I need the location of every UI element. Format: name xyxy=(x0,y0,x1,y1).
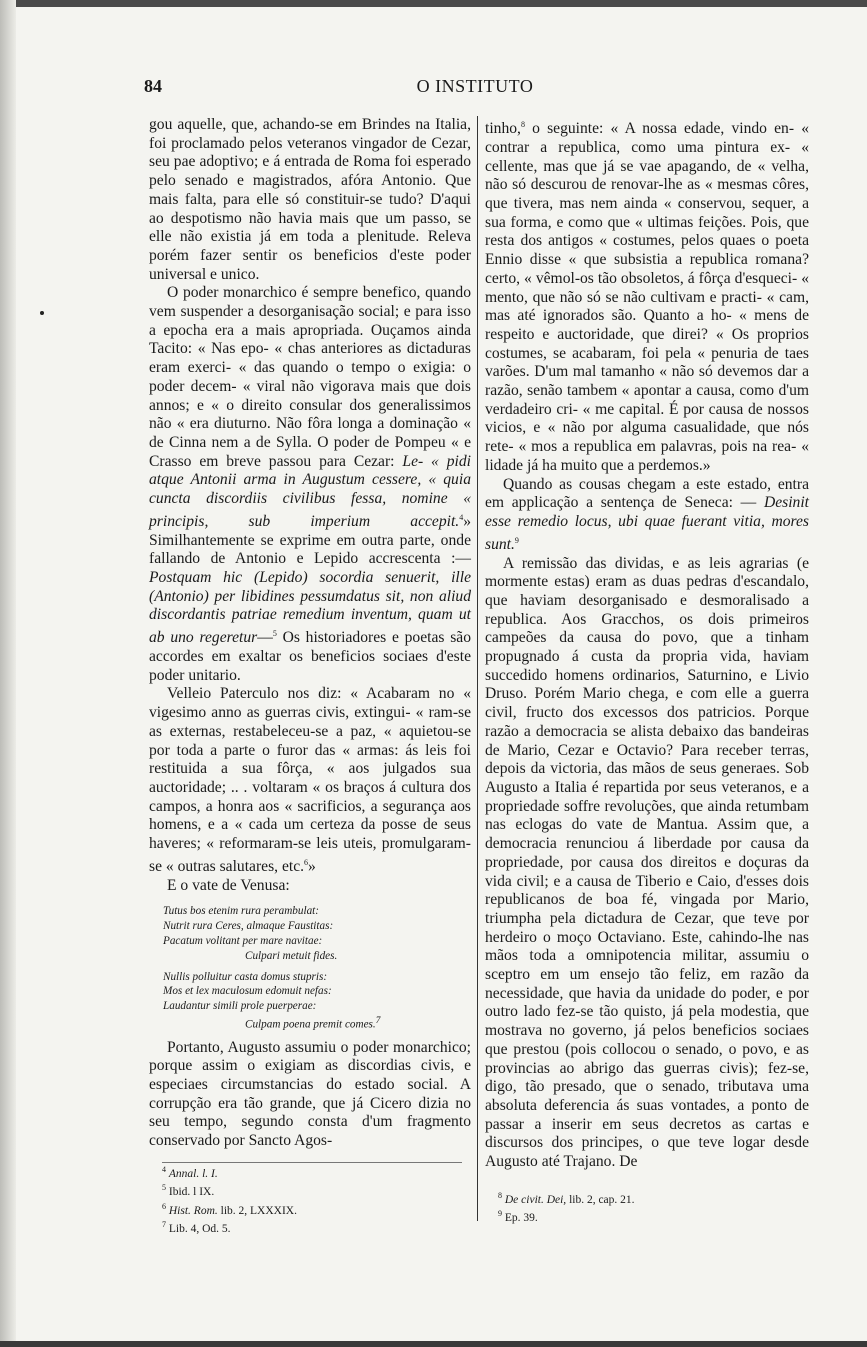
footnote-number: 5 xyxy=(162,1183,166,1193)
page-number: 84 xyxy=(144,76,162,96)
latin-quote: Desinit esse remedio locus, ubi quae fuerant vitia, mores sunt. xyxy=(485,494,809,553)
footnote xyxy=(498,1207,798,1225)
paragraph: E o vate de Venusa: xyxy=(167,876,290,894)
footnote-text: Annal. l. I. xyxy=(168,1167,218,1180)
running-title: O INSTITUTO xyxy=(416,76,534,96)
page-edge-bottom xyxy=(0,1341,867,1347)
poem-stanza xyxy=(163,970,471,1033)
poem-line: Mos et lex maculosum edomuit nefas: xyxy=(163,985,332,998)
footnote-number: 9 xyxy=(498,1209,502,1219)
footnote-ref: 7 xyxy=(375,1015,381,1026)
poem-line: Pacatum volitant per mare navitae: xyxy=(163,934,323,947)
paragraph: gou aquelle, que, achando-se em Brindes na Italia, foi proclamado pelos veteranos vingador de Cezar, seu pae adoptivo; e á entrada de Roma foi esperado pelo senado e magistrados, afóra Antonio. Que mais falta, para elle só constituir-se tudo? D'aqui ao despotismo não havia mais que um passo, se elle não existia já em toda a plenitude. Releva porém fazer sentir os beneficios d'este poder universal e unico. xyxy=(149,116,471,283)
poem-line: Tutus bos etenim rura perambulat: xyxy=(163,905,320,918)
poem-line: Laudantur simili prole puerperae: xyxy=(163,1000,317,1013)
poem-line: Nullis polluitur casta domus stupris: xyxy=(163,970,328,983)
footnote-text: lib. 2, cap. 21. xyxy=(566,1193,635,1206)
poem-line: Nutrit rura Ceres, almaque Faustitas: xyxy=(163,920,334,933)
text-run: o seguinte: « A nossa edade, vindo en- « contrar a republica, como uma pintura ex- « cellente, mas que já se vae apagando, de « velha, não só descurou de renovar-lhe as « mesmas côres, que tivera, mas nem ainda « conservou, sequer, a sua forma, e como que « ultimas feições. Pois, que resta dos antigos « costumes, pelos quaes o poeta Ennio disse « que subsistia a republica romana? certo, « vêmol-os tão obsoletos, á fôrça d'esqueci- « mento, que não só se não cultivam e practi- « cam, mas até ignorados são. Quanto a ho- « mens de respeito e auctoridade, que direi? « Os proprios costumes, se acabaram, foi pela « penuria de taes varões. D'um mal tamanho « não só devemos dar a razão, senão tambem « apontar a causa, como d'um verdadeiro cri- « me capital. É por causa de nossos vicios, e « não por alguma casualidade, que nós rete- « mos a republica em palavras, pois na rea- « lidade já ha muito que a perdemos.» xyxy=(485,120,809,474)
footnote-title: De civit. Dei, xyxy=(504,1193,567,1206)
poem-line-text: Culpam poena premit comes. xyxy=(245,1018,376,1031)
footnote-ref: 8 xyxy=(520,120,525,129)
footnote-number: 7 xyxy=(162,1220,166,1230)
footnote xyxy=(162,1200,462,1218)
poem-stanza xyxy=(163,904,471,963)
latin-poem xyxy=(163,904,471,1032)
poem-line: Culpari metuit fides. xyxy=(245,949,338,962)
footnote-number: 8 xyxy=(498,1191,502,1200)
latin-quote: Le- « pidi atque Antonii arma in Augustum cessere, « quia cuncta discordiis civilibus fessa, nomine « principis, sub imperium accepit. xyxy=(149,452,471,530)
text-run: O poder monarchico é sempre benefico, quando vem suspender a desorganisação social; e para isso a epocha era a mais apropriada. Ouçamos ainda Tacito: « Nas epo- « chas anteriores as dictaduras eram exerci- « das quando o tempo o exigia: o poder decem- « viral não vigorava mais que dois annos; e « o direito consular dos generalissimos não « era diuturno. Não fôra longa a dominação « de Cinna nem a de Sylla. O poder de Pompeu « e Crasso em breve passou para Cezar: xyxy=(149,284,471,470)
footnotes-right xyxy=(498,1189,798,1226)
footnote xyxy=(162,1218,462,1236)
page-edge-top xyxy=(0,0,867,7)
footnote-ref: 4 xyxy=(459,512,464,522)
footnote-text: Ep. 39. xyxy=(504,1212,538,1225)
poem-line xyxy=(163,1014,471,1033)
footnote xyxy=(498,1189,798,1207)
paragraph: A remissão das dividas, e as leis agrarias (e mormente estas) eram as duas pedras d'escandalo, que haviam desorganisado e desmoralisado a republica. Aos Gracchos, os dois primeiros campeões da causa do povo, que a tinham propugnado á custa da propria vida, haviam succedido homens ordinarios, Saturnino, e Livio Druso. Porém Mario chega, e com elle a guerra civil, fructo dos excessos dos patricios. Porque razão a democracia se alista debaixo das bandeiras de Mario, Cezar e Octavio? Para receber terras, depois da victoria, das mãos de seus generaes. Sob Augusto a Italia é repartida por seus veteranos, e a propriedade soffre revoluções, que ainda retumbam nas eclogas do vate de Mantua. Assim que, a democracia renunciou á liberdade por causa da propriedade, por causa dos direitos e doçuras da vida civil; e a causa de Tiberio e Caio, d'esses dois republicanos de boa fé, vingada por Mario, triumpha pela dictadura de Cezar, que teve por herdeiro o moço Octaviano. Este, cahindo-lhe nas mãos toda a omnipotencia militar, assumiu o sceptro em um ensejo tão feliz, em razão da necessidade, que havia da unidade do poder, e por outro lado fez-se tão quisto, já pela modestia, que mostrava no governo, já pelos beneficios sociaes que prestou (pois collocou o senado, o povo, e as provincias ao abrigo das guerras civis); fez-se, digo, tão presado, que o senado, tributava uma absoluta deferencia ás suas vontades, a ponto de passar a inserir em seus decretos as cartas e discursos dos principes, o que teve logar desde Augusto até Trajano. De xyxy=(485,554,809,1171)
text-run: Os historiadores e poetas são accordes em exaltar os beneficios sociaes d'este poder unitario. xyxy=(149,629,471,684)
paragraph xyxy=(485,116,809,476)
paragraph xyxy=(149,685,471,876)
footnote-text: lib. 2, LXXXIX. xyxy=(217,1204,297,1217)
footnotes-left xyxy=(162,1162,462,1237)
ink-blot xyxy=(40,311,44,315)
text-run: Velleio Paterculo nos diz: « Acabaram no « vigesimo anno as guerras civis, extingui- « ram-se as externas, restabeleceu-se a paz, « aquietou-se por toda a parte o furor das « armas: ás leis foi restituida a sua fôrça, « aos julgados sua auctoridade; .. . voltaram « os braços á cultura dos campos, a honra aos « sacrificios, a segurança aos homens, e a « cada um certeza da posse de seus haveres; « reformaram-se leis uteis, promulgaram-se « outras salutares, etc. xyxy=(149,685,471,875)
text-run: » Similhantemente se exprime em outra parte, onde fallando de Antonio e Lepido accrescenta :— xyxy=(149,512,471,568)
footnote-number: 6 xyxy=(162,1201,166,1211)
footnote-title: Hist. Rom. xyxy=(168,1204,218,1217)
text-run: Quando as cousas chegam a este estado, entra em applicação a sentença de Seneca: — xyxy=(485,475,809,512)
page-header xyxy=(140,76,810,104)
paragraph: Portanto, Augusto assumiu o poder monarchico; porque assim o exigiam as discordias civis, e especiaes circumstancias do estado social. A corrupção era tão grande, que já Cicero dizia no seu tempo, segundo consta d'um fragmento conservado por Sancto Agos- xyxy=(149,1038,471,1150)
footnote-ref: 5 xyxy=(272,629,277,639)
left-column xyxy=(149,116,471,1151)
footnote-number: 4 xyxy=(162,1165,166,1174)
footnote-ref: 9 xyxy=(514,535,519,545)
latin-quote: Postquam hic (Lepido) socordia senuerit, ille (Antonio) per libidines pessumdatus sit, non aliud discordantis patriae remedium inventum, quam ut ab uno regeretur xyxy=(149,569,471,647)
footnote xyxy=(162,1163,462,1181)
text-run: » xyxy=(308,857,316,875)
footnote-text: Lib. 4, Od. 5. xyxy=(168,1223,231,1236)
footnote-text: Ibid. l IX. xyxy=(168,1186,215,1199)
paragraph: O poder monarchico é sempre benefico, quando vem suspender a desorganisação social; e para isso a epocha era a mais apropriada. Ouçamos ainda Tacito: « Nas epo- « chas anteriores as dictaduras eram exerci- « das quando o tempo o exigia: o poder decem- « viral não vigorava mais que dois annos; e « o direito consular dos generalissimos não « era diuturno. Não fôra longa a dominação « de Cinna nem a de Sylla. O poder de Pompeu « e Crasso em breve passou para Cezar: Le- « pidi atque Antonii arma in Augustum cessere, « quia cuncta discordiis civilibus fessa, nomine « principis, sub imperium accepit.$^4$» Similhantemente se exprime em outra parte, onde fallando de Antonio e Lepido accrescenta :—Postquam hic (Lepido) socordia senuerit, ille (Antonio) per libidines pessumdatus sit, non aliud discordantis patriae remedium inventum, quam ut ab uno regeretur—$^5$ Os historiadores e poetas são accordes em exaltar os beneficios sociaes d'este poder unitario. xyxy=(149,284,471,684)
column-rule xyxy=(477,116,478,1221)
right-column xyxy=(485,116,809,1172)
footnote-ref: 6 xyxy=(304,857,309,867)
page-binding-shadow xyxy=(0,0,16,1347)
text-run: tinho, xyxy=(485,120,521,138)
footnote xyxy=(162,1181,462,1199)
paragraph xyxy=(485,476,809,555)
